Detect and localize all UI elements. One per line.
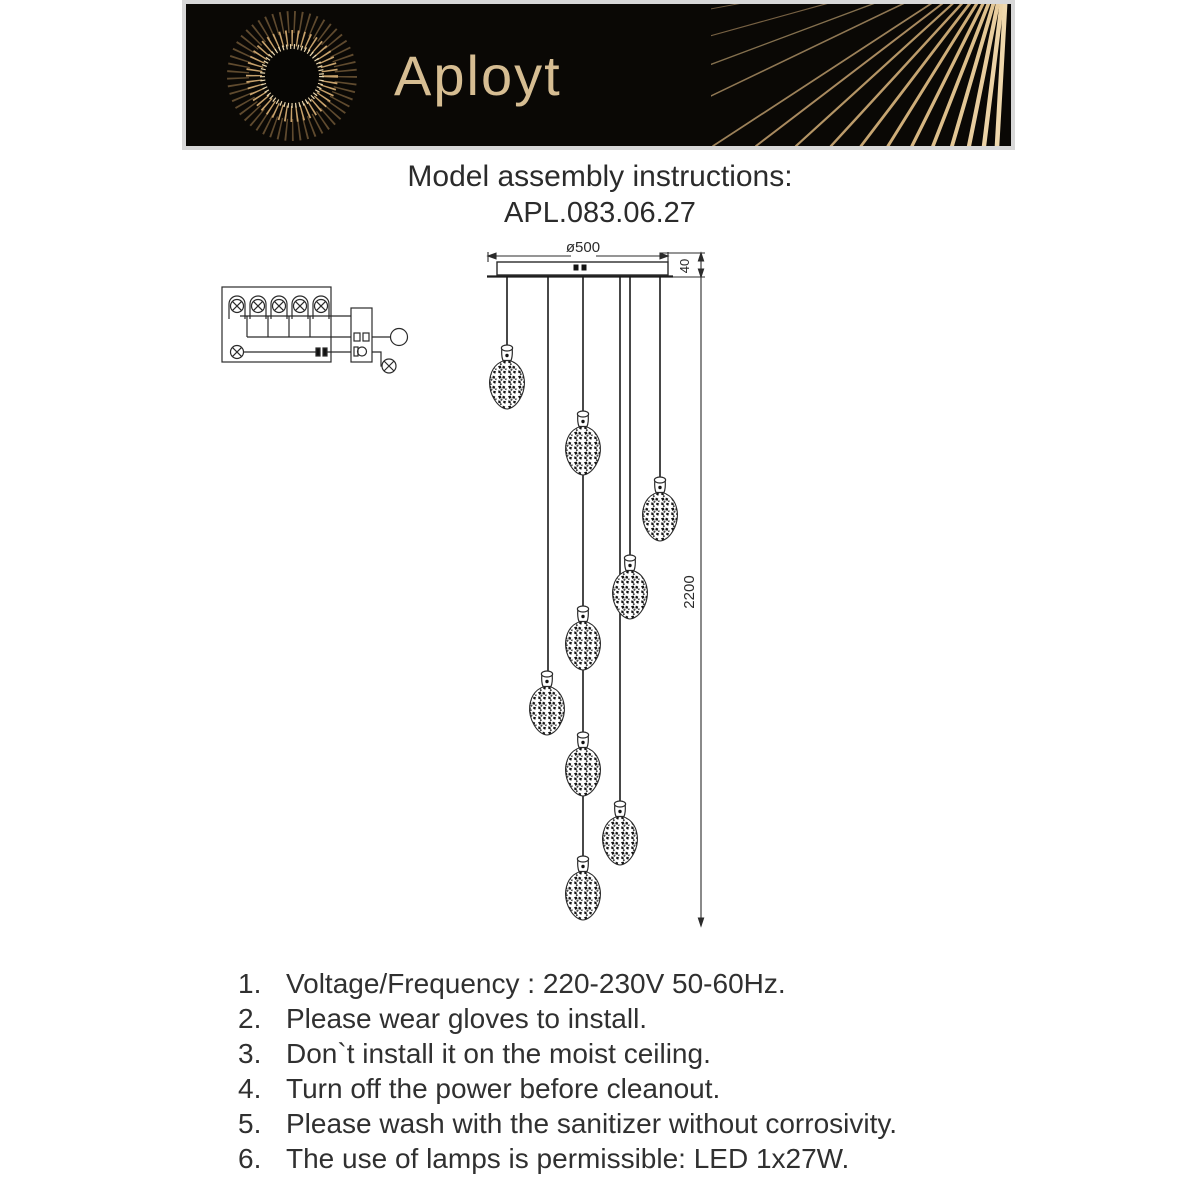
item-text: Please wear gloves to install. [286, 1003, 648, 1034]
fixture-diagram [180, 230, 1020, 960]
brand-banner [182, 0, 1015, 150]
item-number: 5. [238, 1108, 262, 1139]
dimension-drop-length-label: 2200 [681, 575, 698, 609]
sunburst-logo-icon [222, 6, 362, 146]
item-number: 3. [238, 1038, 262, 1069]
pendant-lamp [566, 411, 601, 475]
pendant-fixture [487, 239, 705, 926]
list-item [238, 1141, 998, 1176]
pendant-lamp [643, 477, 678, 541]
page-title: Model assembly instructions: [407, 160, 793, 193]
item-text: Please wash with the sanitizer without corrosivity. [286, 1108, 898, 1139]
item-number: 6. [238, 1143, 262, 1174]
instruction-list [238, 966, 998, 1176]
title-block [0, 160, 1200, 230]
dimension-canopy-height-label: 40 [677, 258, 692, 274]
item-text: Turn off the power before cleanout. [286, 1073, 721, 1104]
wiring-diagram [222, 287, 408, 373]
pendant-lamp [490, 345, 525, 409]
pendant-lamp [566, 606, 601, 670]
pendant-lamp [566, 732, 601, 796]
list-item [238, 966, 998, 1001]
item-text: The use of lamps is permissible: LED 1x27W. [286, 1143, 850, 1174]
rays-decoration-icon [711, 4, 1011, 146]
pendant-lamp [603, 801, 638, 865]
list-item [238, 1036, 998, 1071]
item-number: 2. [238, 1003, 262, 1034]
pendant-lamp [566, 856, 601, 920]
list-item [238, 1001, 998, 1036]
list-item [238, 1071, 998, 1106]
item-number: 4. [238, 1073, 262, 1104]
item-text: Voltage/Frequency : 220-230V 50-60Hz. [286, 968, 786, 999]
brand-name: Aployt [394, 43, 562, 107]
model-number: APL.083.06.27 [504, 197, 696, 229]
item-text: Don`t install it on the moist ceiling. [286, 1038, 711, 1069]
dimension-diameter-label: ø500 [565, 239, 601, 256]
list-item [238, 1106, 998, 1141]
item-number: 1. [238, 968, 262, 999]
pendant-lamp [613, 555, 648, 619]
pendant-lamp [530, 671, 565, 735]
